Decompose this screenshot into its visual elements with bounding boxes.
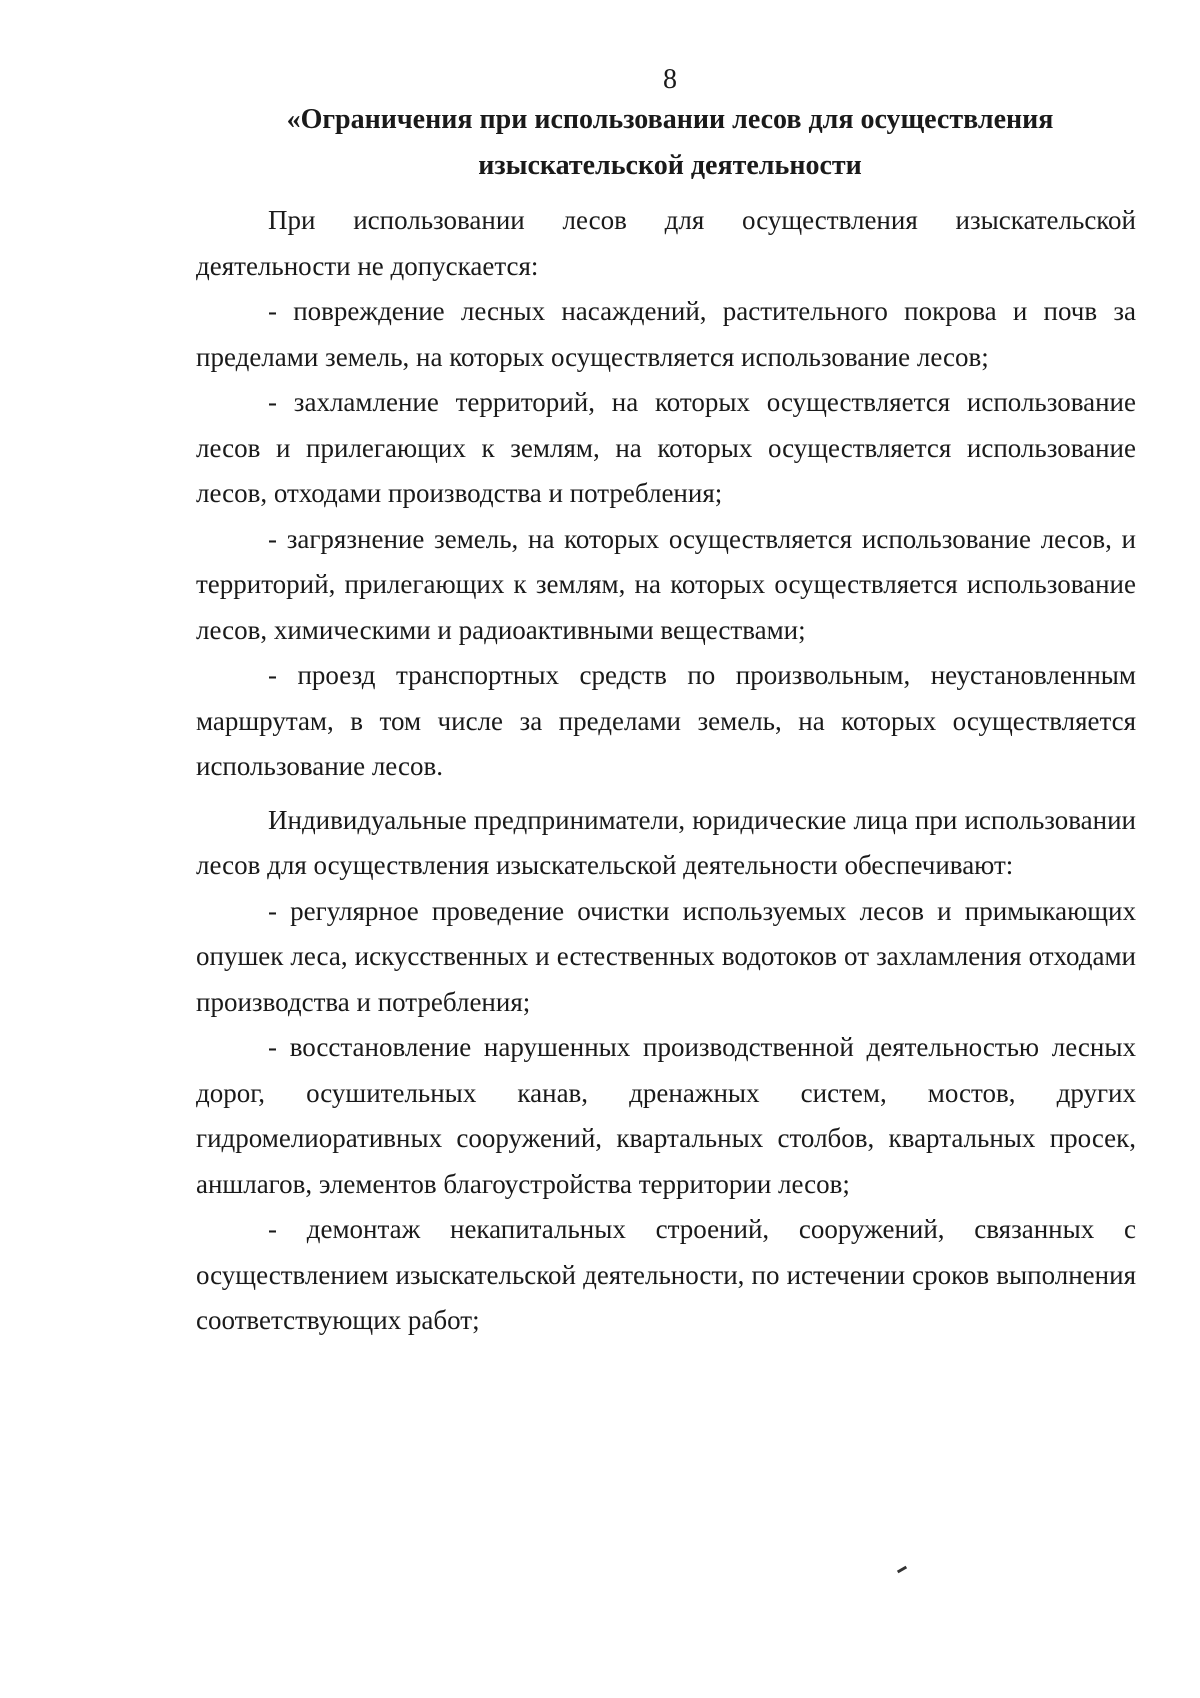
pen-mark [897,1566,907,1574]
paragraph-item: - проезд транспортных средств по произвольным, неустановленным маршрутам, в том числе за пределами земель, на которых осуществляется использование лесов. [196,660,1136,781]
body-text [196,198,1136,1344]
paragraph-item: - повреждение лесных насаждений, растительного покрова и почв за пределами земель, на которых осуществляется использование лесов; [196,296,1136,372]
section-heading-line-2: изыскательской деятельности [478,150,862,181]
paragraph-item: - демонтаж некапитальных строений, сооружений, связанных с осуществлением изыскательской деятельности, по истечении сроков выполнения соответствующих работ; [196,1214,1136,1335]
paragraph-item: - загрязнение земель, на которых осуществляется использование лесов, и территорий, прилегающих к землям, на которых осуществляется использование лесов, химическими и радиоактивными веществами; [196,523,1136,645]
page-number: 8 [663,64,677,95]
paragraph-item: - захламление территорий, на которых осуществляется использование лесов и прилегающих к землям, на которых осуществляется использование лесов, отходами производства и потребления; [196,387,1136,508]
paragraph-intro: Индивидуальные предприниматели, юридические лица при использовании лесов для осуществления изыскательской деятельности обеспечивают: [196,804,1136,880]
paragraph-intro: При использовании лесов для осуществления изыскательской деятельности не допускается: [196,205,1136,281]
paragraph-item: - регулярное проведение очистки используемых лесов и примыкающих опушек леса, искусственных и естественных водотоков от захламления отходами производства и потребления; [196,895,1136,1017]
paragraph-item: - восстановление нарушенных производственной деятельностью лесных дорог, осушительных канав, дренажных систем, мостов, других гидромелиоративных сооружений, квартальных столбов, квартальных просек, аншлагов, элементов благоустройства территории лесов; [196,1032,1136,1199]
section-heading-line-1: «Ограничения при использовании лесов для осуществления [286,104,1054,135]
